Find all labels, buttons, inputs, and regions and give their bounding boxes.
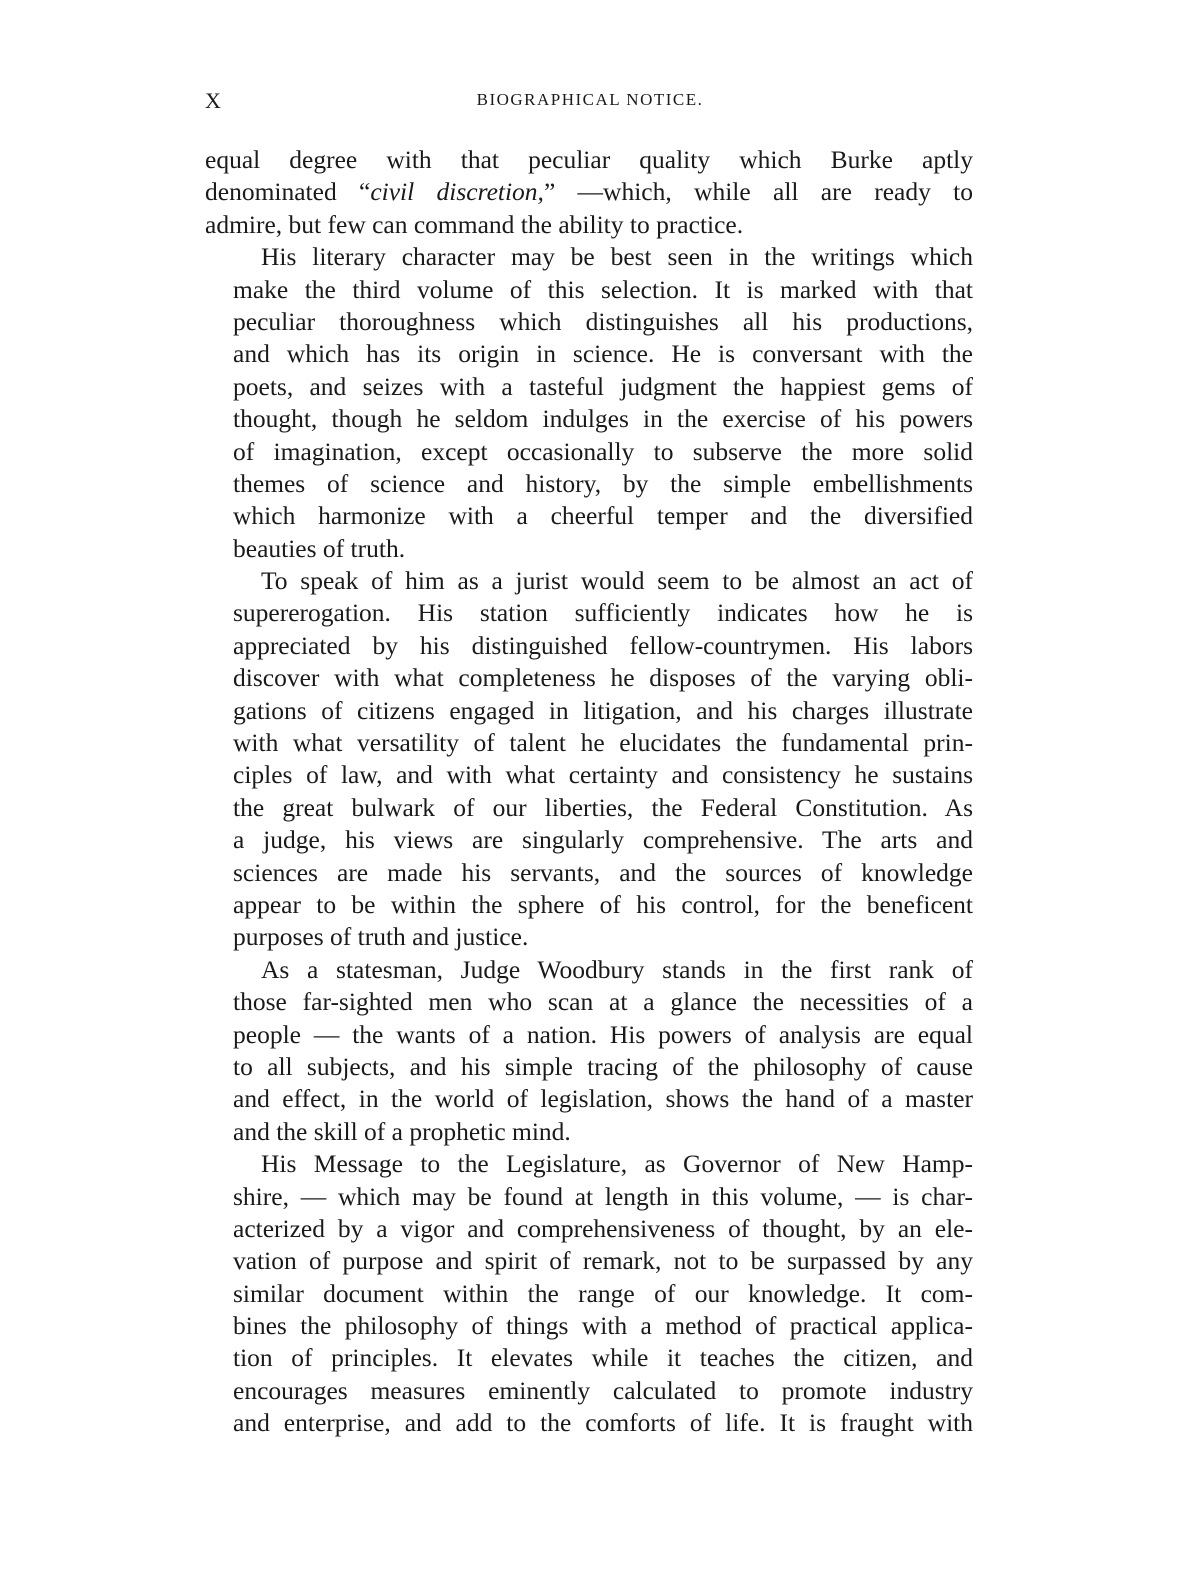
text-line: appear to be within the sphere of his control, for the beneficent	[233, 889, 973, 919]
text-line: ciples of law, and with what certainty and consistency he sustains	[233, 760, 973, 790]
text-line: gations of citizens engaged in litigation, and his charges illustrate	[233, 695, 973, 725]
paragraph-4	[205, 954, 973, 1148]
text-line: As a statesman, Judge Woodbury stands in the first rank of	[261, 954, 973, 984]
line-text-after: ” —which, while all are ready to	[543, 177, 973, 207]
text-line: admire, but few can command the ability to practice.	[205, 209, 744, 239]
text-line: similar document within the range of our knowledge. It com-	[233, 1278, 973, 1308]
paragraph-5	[205, 1148, 973, 1440]
text-line: supererogation. His station sufficiently indicates how he is	[233, 598, 973, 628]
text-line: acterized by a vigor and comprehensiveness of thought, by an ele-	[233, 1213, 973, 1243]
text-line: purposes of truth and justice.	[233, 922, 529, 952]
text-line: the great bulwark of our liberties, the Federal Constitution. As	[233, 792, 973, 822]
text-line: shire, — which may be found at length in this volume, — is char-	[233, 1181, 973, 1211]
running-header	[205, 88, 975, 118]
emphasis-civil-discretion: civil discretion,	[370, 177, 544, 207]
text-line: discover with what completeness he disposes of the varying obli-	[233, 663, 973, 693]
text-line: His literary character may be best seen in the writings which	[261, 242, 973, 272]
text-line: vation of purpose and spirit of remark, not to be surpassed by any	[233, 1246, 973, 1276]
text-line: those far-sighted men who scan at a glance the necessities of a	[233, 987, 973, 1017]
paragraph-3	[205, 565, 973, 954]
text-line: sciences are made his servants, and the sources of knowledge	[233, 857, 973, 887]
text-line: with what versatility of talent he elucidates the fundamental prin-	[233, 728, 973, 758]
text-line: of imagination, except occasionally to subserve the more solid	[233, 436, 973, 466]
text-line: make the third volume of this selection. It is marked with that	[233, 274, 973, 304]
text-line: and effect, in the world of legislation, shows the hand of a master	[233, 1084, 973, 1114]
text-line: encourages measures eminently calculated to promote industry	[233, 1375, 973, 1405]
text-line: equal degree with that peculiar quality which Burke aptly	[205, 145, 973, 174]
text-line: thought, though he seldom indulges in the exercise of his powers	[233, 404, 973, 434]
text-line: and the skill of a prophetic mind.	[233, 1116, 571, 1146]
text-line: appreciated by his distinguished fellow-countrymen. His labors	[233, 630, 973, 660]
text-line: peculiar thoroughness which distinguishes all his productions,	[233, 306, 973, 336]
text-line: and enterprise, and add to the comforts of life. It is fraught with	[233, 1408, 973, 1438]
text-line: themes of science and history, by the simple embellishments	[233, 468, 973, 498]
text-line: To speak of him as a jurist would seem to be almost an act of	[261, 566, 973, 596]
text-line: a judge, his views are singularly comprehensive. The arts and	[233, 825, 973, 855]
text-line: poets, and seizes with a tasteful judgment the happiest gems of	[233, 371, 973, 401]
paragraph-2	[205, 241, 973, 565]
text-line: His Message to the Legislature, as Governor of New Hamp-	[261, 1149, 973, 1179]
text-line: beauties of truth.	[233, 533, 406, 563]
text-line-with-emphasis	[205, 176, 973, 208]
text-line: and which has its origin in science. He is conversant with the	[233, 339, 973, 369]
text-line: people — the wants of a nation. His powers of analysis are equal	[233, 1019, 973, 1049]
text-line: tion of principles. It elevates while it teaches the citizen, and	[233, 1343, 973, 1373]
text-line: to all subjects, and his simple tracing of the philosophy of cause	[233, 1051, 973, 1081]
body-text	[205, 144, 973, 1440]
text-line: which harmonize with a cheerful temper and the diversified	[233, 501, 973, 531]
page-number: X	[205, 88, 222, 113]
line-text-before: denominated “	[205, 177, 371, 207]
running-title: BIOGRAPHICAL NOTICE.	[476, 90, 704, 109]
text-line: bines the philosophy of things with a method of practical applica-	[233, 1311, 973, 1341]
paragraph-1	[205, 144, 973, 241]
